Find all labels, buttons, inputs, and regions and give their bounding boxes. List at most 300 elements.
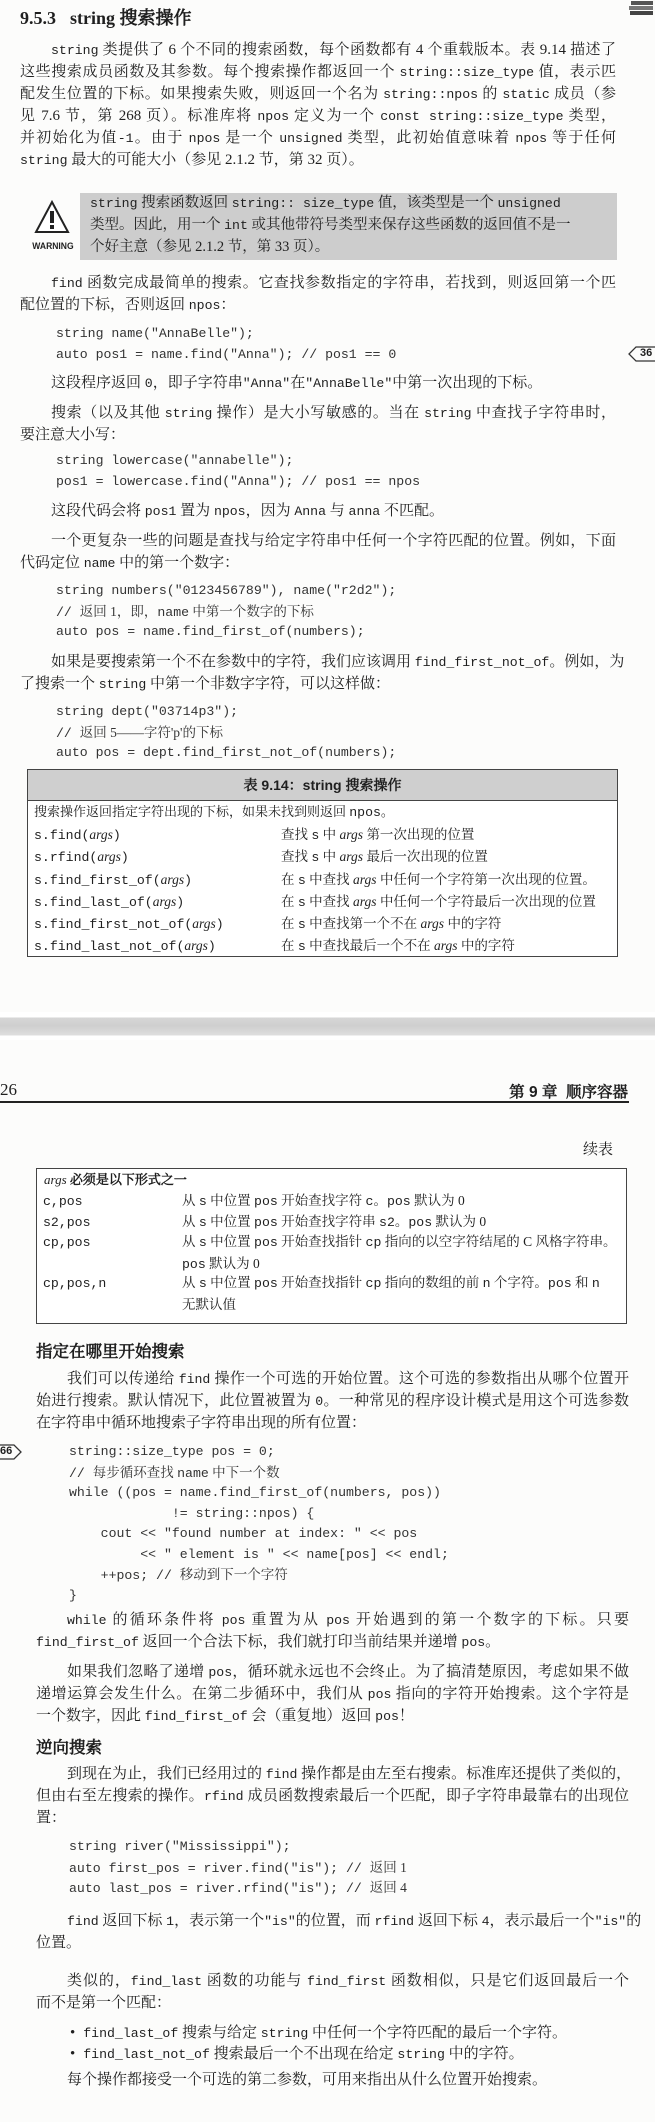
text-segment: 到现在为止，我们已经用过的 bbox=[67, 1766, 266, 1782]
inline-code: 0 bbox=[315, 1394, 324, 1409]
text-segment: 而不是第一个匹配： bbox=[36, 1995, 172, 2011]
text-segment: 从 bbox=[182, 1275, 199, 1291]
inline-code: pos bbox=[254, 1235, 278, 1251]
text-segment: ，表示最后一个 bbox=[489, 1913, 595, 1929]
text-segment: 。 bbox=[394, 1213, 409, 1229]
text-segment: 或其他带符号类型来保存这些函数的返回值不是一 bbox=[247, 217, 571, 233]
text-segment: } bbox=[69, 1587, 77, 1603]
text-segment: 搜索操作返回指定字符出现的下标，如果未找到则返回 bbox=[34, 804, 350, 819]
text-segment: 操作一个可选的开始位置。这个可选的参数指出从哪个位置开 bbox=[210, 1371, 629, 1387]
text-line bbox=[36, 1910, 642, 1932]
inline-code: find_first_of bbox=[36, 1635, 139, 1650]
description-cell bbox=[281, 846, 488, 868]
bullet-icon: • bbox=[70, 2045, 76, 2062]
inline-code: n bbox=[591, 1276, 600, 1292]
not-of-paragraph bbox=[20, 651, 625, 695]
text-line bbox=[20, 149, 616, 171]
inline-code: find_last_of bbox=[83, 2026, 179, 2041]
inline-code: find bbox=[51, 276, 83, 291]
table-row bbox=[28, 891, 617, 913]
section-number: 9.5.3 bbox=[20, 8, 56, 28]
table-body bbox=[37, 1190, 626, 1314]
subheading-start-position: 指定在哪里开始搜索 bbox=[36, 1343, 185, 1361]
inline-code: "is" bbox=[594, 1914, 627, 1929]
text-segment: 中查找子字符串时， bbox=[471, 405, 616, 421]
text-segment: 中任何一个字符最后一次出现的位置 bbox=[376, 893, 596, 909]
table-row bbox=[37, 1272, 626, 1313]
code-comment: 返回 4 bbox=[369, 1880, 407, 1895]
inline-code: ) bbox=[215, 917, 224, 933]
operation-cell bbox=[34, 824, 121, 847]
text-segment: 一个更复杂一些的问题是查找与给定字符串中任何一个字符匹配的位置。例如，下面 bbox=[51, 533, 616, 549]
table-body bbox=[28, 824, 617, 958]
inline-code: -1 bbox=[117, 131, 134, 146]
text-segment: 无默认值 bbox=[182, 1296, 236, 1312]
inline-code: n bbox=[482, 1276, 491, 1292]
bullet-icon: • bbox=[70, 2025, 76, 2041]
section-heading bbox=[20, 4, 192, 30]
operation-cell bbox=[34, 913, 224, 936]
inline-code: npos bbox=[188, 298, 221, 313]
code-comment: 返回 1，即， bbox=[79, 603, 158, 619]
text-line bbox=[90, 214, 610, 236]
description-cell bbox=[281, 869, 596, 891]
text-line bbox=[20, 552, 616, 574]
inline-code: find_first_not_of bbox=[414, 655, 550, 670]
text-segment: 返回下标 bbox=[98, 1913, 167, 1929]
operation-cell bbox=[34, 869, 192, 892]
text-segment: 了搜索一个 bbox=[20, 676, 99, 692]
text-segment: while ((pos = name.find_first_of(numbers, pos)) bbox=[69, 1485, 441, 1500]
operation-cell bbox=[43, 1272, 106, 1295]
text-segment: 值，该类型是一个 bbox=[374, 195, 498, 211]
text-segment: 是一个 bbox=[220, 130, 280, 146]
text-segment: 中任何一个字符匹配的最后一个字符。 bbox=[308, 2025, 567, 2041]
text-line bbox=[56, 602, 396, 623]
case-sensitive-paragraph bbox=[20, 402, 616, 446]
inline-code: name bbox=[83, 556, 116, 571]
text-line bbox=[36, 1390, 629, 1412]
text-line bbox=[182, 1211, 486, 1233]
inline-code: Anna bbox=[294, 504, 327, 519]
inline-code: pos bbox=[375, 1709, 399, 1724]
text-line bbox=[20, 424, 616, 446]
inline-code: ) bbox=[176, 894, 185, 910]
text-segment: 中查找最后一个不在 bbox=[305, 938, 435, 954]
italic-term: args bbox=[353, 871, 377, 887]
description-cell bbox=[281, 891, 596, 913]
inline-code: s.find( bbox=[34, 828, 90, 843]
text-segment: 操作都是由左至右搜索。标准库还提供了类似的， bbox=[297, 1766, 632, 1782]
inline-code: int bbox=[224, 218, 248, 233]
inline-code: rfind bbox=[203, 1789, 244, 1804]
margin-page-ref bbox=[0, 1444, 12, 1456]
inline-code: s bbox=[198, 1235, 207, 1251]
text-segment: 但由右至左搜索的操作。 bbox=[36, 1788, 204, 1804]
text-line bbox=[36, 2069, 629, 2091]
text-line bbox=[90, 192, 610, 214]
inline-code: pos bbox=[254, 1194, 278, 1209]
search-operations-table bbox=[27, 769, 618, 957]
inline-code: find bbox=[265, 1767, 298, 1782]
text-line bbox=[36, 1970, 629, 1992]
text-segment: 中 bbox=[319, 827, 340, 842]
italic-term: args bbox=[160, 871, 185, 887]
italic-term: args bbox=[339, 827, 364, 842]
inline-code: string:: size_type bbox=[231, 196, 375, 211]
text-segment: // bbox=[56, 725, 80, 741]
text-segment: string river("Mississippi"); bbox=[69, 1839, 291, 1854]
text-line bbox=[36, 1661, 629, 1683]
text-segment: 返回下标 bbox=[414, 1913, 482, 1929]
text-line bbox=[182, 1190, 465, 1212]
inline-code: find_first bbox=[307, 1974, 387, 1989]
inline-code: s.find_first_not_of( bbox=[34, 917, 193, 933]
text-segment: // bbox=[56, 604, 80, 620]
operation-cell bbox=[34, 891, 184, 914]
text-segment: 操作）是大小写敏感的。当在 bbox=[212, 405, 425, 421]
find-paragraph bbox=[20, 272, 616, 316]
inline-code: while bbox=[67, 1613, 107, 1628]
code-block-loop bbox=[69, 1442, 449, 1606]
list-item bbox=[70, 2023, 625, 2044]
inline-code: ) bbox=[120, 850, 129, 866]
text-line bbox=[56, 451, 420, 472]
text-line bbox=[69, 1545, 449, 1566]
inline-code: s bbox=[297, 917, 306, 933]
inline-code: string bbox=[164, 406, 213, 421]
text-line bbox=[281, 869, 596, 891]
forget-increment-paragraph bbox=[36, 1661, 629, 1727]
text-segment: 。由于 bbox=[133, 130, 189, 146]
text-segment: 每个操作都接受一个可选的第二参数，可用来指出从什么位置开始搜索。 bbox=[67, 2072, 548, 2088]
text-segment: 如果我们忽略了递增 bbox=[67, 1664, 209, 1680]
inline-code: anna bbox=[348, 504, 381, 519]
margin-ref-number: 36 bbox=[640, 347, 653, 359]
table-row bbox=[37, 1211, 626, 1232]
text-line bbox=[20, 530, 616, 552]
inline-code: cp bbox=[365, 1235, 382, 1251]
inline-code: find bbox=[67, 1914, 99, 1929]
inline-code: "AnnaBelle" bbox=[305, 376, 393, 391]
text-segment: 在 bbox=[290, 375, 306, 391]
text-line bbox=[56, 581, 396, 602]
text-segment: 类型， bbox=[563, 108, 616, 124]
text-segment: 始进行搜索。默认情况下，此位置被置为 bbox=[36, 1393, 316, 1409]
text-segment: 中的字符。 bbox=[444, 2045, 524, 2062]
table-title: 表 9.14：string 搜索操作 bbox=[28, 770, 617, 801]
inline-code: string bbox=[260, 2026, 309, 2041]
inline-code: find bbox=[178, 1372, 211, 1387]
table-continued-label: 续表 bbox=[582, 1141, 613, 1158]
text-segment: ，循环就永远也不会终止。为了搞清楚原因，考虑如果不做 bbox=[232, 1664, 629, 1680]
chapter-title: 第 9 章 顺序容器 bbox=[509, 1084, 628, 1101]
inline-code: pos bbox=[182, 1256, 206, 1272]
inline-code: string bbox=[90, 196, 138, 211]
text-segment: 的 bbox=[478, 86, 503, 102]
text-segment: ： bbox=[220, 297, 236, 313]
text-line bbox=[20, 272, 616, 294]
text-line bbox=[69, 1504, 449, 1525]
inline-code: npos bbox=[188, 131, 221, 146]
text-segment: 在 bbox=[281, 871, 298, 887]
inline-code: string bbox=[20, 153, 68, 168]
text-segment: 函数的功能与 bbox=[202, 1973, 308, 1989]
text-segment: 在字符串中循环地搜索子字符串出现的所有位置： bbox=[36, 1415, 367, 1431]
inline-code: s bbox=[198, 1276, 207, 1292]
margin-ref-number: 66 bbox=[0, 1445, 13, 1457]
text-line bbox=[36, 1807, 629, 1829]
text-segment: 中的第一个数字： bbox=[115, 555, 240, 571]
inline-code: s bbox=[311, 850, 320, 866]
inline-code: pos bbox=[326, 1613, 350, 1628]
inline-code: string bbox=[397, 2046, 445, 2062]
text-segment: ，表示第一个 bbox=[174, 1913, 265, 1929]
inline-code: "Anna" bbox=[242, 376, 291, 391]
italic-term: args bbox=[339, 849, 364, 865]
text-segment: 递增运算会发生什么。在第二步循环中，我们从 bbox=[36, 1686, 368, 1702]
text-segment: 指向的以空字符结尾的 C 风格字符串。 bbox=[381, 1234, 617, 1250]
italic-term: args bbox=[192, 916, 216, 932]
text-segment: 定义为一个 bbox=[289, 108, 381, 124]
text-segment: 等于任何 bbox=[547, 130, 616, 146]
list-item bbox=[70, 2044, 625, 2065]
table-row bbox=[28, 935, 617, 957]
text-line bbox=[281, 891, 596, 913]
text-segment: name bbox=[177, 1465, 209, 1481]
text-segment: 开始查找字符 bbox=[277, 1193, 366, 1208]
warning-box bbox=[80, 193, 617, 260]
page-number: 26 bbox=[0, 1080, 17, 1099]
text-segment: 中任何一个字符第一次出现的位置。 bbox=[376, 871, 596, 887]
inline-code: npos bbox=[257, 109, 290, 124]
code-comment: 移动到下一个字符 bbox=[179, 1567, 288, 1582]
text-line bbox=[56, 345, 396, 366]
code-comment: 返回 1 bbox=[369, 1859, 407, 1875]
text-line bbox=[90, 236, 610, 258]
inline-code: s bbox=[311, 828, 320, 843]
text-segment: 个好主意（参见 2.1.2 节，第 33 页）。 bbox=[90, 239, 330, 255]
inline-code: ) bbox=[207, 939, 216, 955]
text-segment: 中位置 bbox=[206, 1275, 255, 1291]
text-segment: auto pos1 = name.find("Anna"); // pos1 == 0 bbox=[56, 346, 397, 362]
text-line bbox=[56, 743, 396, 764]
text-segment: 配位置的下标，否则返回 bbox=[20, 297, 189, 313]
text-segment: 中的字符 bbox=[457, 938, 515, 954]
bold-text: 必须是以下形式之一 bbox=[66, 1172, 187, 1187]
text-line bbox=[182, 1231, 617, 1253]
text-segment: 如果是要搜索第一个不在参数中的字符，我们应该调用 bbox=[51, 654, 415, 670]
inline-code: pos bbox=[254, 1214, 278, 1230]
text-line bbox=[20, 651, 625, 673]
code-comment: 中下一个数 bbox=[208, 1464, 280, 1480]
text-segment: 与 bbox=[326, 503, 349, 519]
text-line bbox=[182, 1294, 600, 1316]
inline-code: cp,pos bbox=[43, 1235, 91, 1251]
text-segment: 。 bbox=[380, 804, 394, 819]
italic-term: args bbox=[152, 893, 177, 909]
subheading-reverse-search: 逆向搜索 bbox=[36, 1739, 102, 1757]
text-segment: 默认为 0 bbox=[410, 1193, 465, 1208]
text-segment: 最大的可能大小（参见 2.1.2 节，第 32 页）。 bbox=[67, 152, 364, 168]
text-line bbox=[281, 913, 501, 935]
italic-term: args bbox=[97, 849, 121, 865]
complex-paragraph bbox=[20, 530, 616, 574]
text-segment: 位置。 bbox=[36, 1935, 82, 1951]
inline-code: string::npos bbox=[383, 87, 479, 102]
text-line bbox=[56, 324, 396, 345]
table-row bbox=[28, 869, 617, 891]
text-segment: auto pos = dept.find_first_not_of(numbers); bbox=[56, 745, 397, 760]
text-segment: 中位置 bbox=[206, 1193, 255, 1208]
inline-code: 4 bbox=[481, 1914, 490, 1929]
text-segment: 查找 bbox=[281, 849, 312, 865]
inline-code: pos bbox=[221, 1613, 246, 1628]
text-line bbox=[20, 83, 616, 105]
italic-term: args bbox=[434, 938, 458, 954]
operation-cell bbox=[34, 846, 129, 869]
inline-code: "is" bbox=[264, 1914, 296, 1929]
text-segment: 。例如，为 bbox=[549, 654, 625, 670]
text-segment: 搜索（以及其他 bbox=[51, 405, 165, 421]
text-segment: 在 bbox=[281, 938, 298, 954]
text-segment: ，即子字符串 bbox=[152, 375, 243, 391]
page-separator bbox=[0, 1012, 655, 1040]
text-segment: 类提供了 6 个不同的搜索函数，每个函数都有 4 个重载版本。表 9.14 描述了 bbox=[98, 42, 616, 58]
description-cell bbox=[281, 824, 474, 846]
text-segment: 和 bbox=[571, 1275, 592, 1291]
code-block-rfind bbox=[69, 1837, 407, 1899]
last-paragraph bbox=[36, 2069, 629, 2091]
text-segment: 要注意大小写： bbox=[20, 427, 126, 443]
inline-code: 0 bbox=[144, 376, 153, 391]
inline-code: s bbox=[198, 1194, 207, 1209]
text-segment: ++pos; // bbox=[69, 1568, 180, 1583]
inline-code: s bbox=[198, 1214, 207, 1230]
text-segment: 重置为从 bbox=[245, 1612, 327, 1628]
text-segment: string::size_type pos = 0; bbox=[69, 1444, 275, 1459]
inline-code: rfind bbox=[374, 1914, 415, 1929]
text-segment: 中第一次出现的下标。 bbox=[392, 375, 543, 391]
text-segment: 代码定位 bbox=[20, 555, 84, 571]
text-segment: 。 bbox=[373, 1193, 387, 1208]
inline-code: pos bbox=[208, 1665, 233, 1680]
text-segment: != string::npos) { bbox=[69, 1505, 315, 1521]
table-row bbox=[28, 846, 617, 868]
text-line bbox=[36, 1785, 629, 1807]
warning-label: WARNING bbox=[32, 241, 74, 252]
header-rule bbox=[0, 1101, 629, 1103]
inline-code: s.find_first_of( bbox=[34, 872, 161, 888]
text-segment: 函数相似，只是它们返回最后一个 bbox=[386, 1973, 629, 1989]
code-comment: 中第一个数字的下标 bbox=[189, 603, 314, 619]
text-segment: 中位置 bbox=[206, 1213, 255, 1229]
text-line bbox=[56, 723, 396, 744]
table-note bbox=[28, 801, 617, 824]
while-paragraph bbox=[36, 1609, 629, 1653]
code-comment: 每步循环查找 bbox=[92, 1464, 178, 1480]
inline-code: find_last bbox=[130, 1974, 202, 1989]
text-segment: auto pos = name.find_first_of(numbers); bbox=[56, 624, 365, 639]
text-segment: 搜索函数返回 bbox=[137, 195, 232, 211]
text-segment: 的循环条件将 bbox=[106, 1612, 222, 1628]
text-line bbox=[281, 824, 474, 846]
text-segment: 默认为 0 bbox=[205, 1255, 260, 1271]
intro-paragraph bbox=[20, 39, 616, 171]
inline-code: string bbox=[51, 43, 99, 58]
book-stack-icon bbox=[628, 0, 655, 16]
text-segment: 从 bbox=[182, 1193, 199, 1208]
operation-cell bbox=[43, 1190, 83, 1213]
section-title: string 搜索操作 bbox=[70, 8, 192, 28]
inline-code: pos bbox=[386, 1194, 411, 1209]
text-segment: 类型。因此，用一个 bbox=[90, 217, 225, 233]
table-row bbox=[37, 1231, 626, 1272]
text-line bbox=[20, 294, 616, 316]
text-line bbox=[36, 1631, 629, 1653]
inline-code: npos bbox=[349, 805, 381, 820]
description-cell bbox=[182, 1211, 486, 1233]
text-segment: string numbers("0123456789"), name("r2d2"); bbox=[56, 583, 397, 598]
text-segment: 会（重复地）返回 bbox=[247, 1708, 376, 1724]
text-line bbox=[69, 1483, 449, 1504]
text-segment: 中查找 bbox=[305, 871, 354, 887]
inline-code: s.rfind( bbox=[34, 850, 98, 866]
text-segment: 置： bbox=[36, 1810, 67, 1826]
text-segment: 查找 bbox=[281, 827, 312, 842]
inline-code: c,pos bbox=[43, 1194, 83, 1209]
text-segment: 第一次出现的位置 bbox=[363, 827, 475, 842]
text-line bbox=[20, 673, 616, 695]
inline-code: npos bbox=[515, 131, 548, 146]
text-line bbox=[69, 1442, 449, 1463]
text-line bbox=[36, 1763, 632, 1785]
text-segment: cout << "found number at index: " << pos bbox=[69, 1526, 418, 1541]
inline-code: pos1 bbox=[144, 504, 177, 519]
inline-code: pos bbox=[408, 1214, 433, 1230]
inline-code: ) bbox=[112, 828, 121, 843]
text-segment: 成员（参 bbox=[549, 86, 616, 102]
description-cell bbox=[182, 1190, 465, 1212]
inline-code: unsigned bbox=[279, 131, 343, 146]
text-segment: 不匹配。 bbox=[380, 503, 444, 519]
text-line bbox=[36, 1368, 629, 1390]
inline-code: pos bbox=[254, 1276, 278, 1292]
margin-page-ref bbox=[628, 346, 653, 359]
text-segment: 类似的， bbox=[67, 1973, 131, 1989]
inline-code: string bbox=[424, 406, 472, 421]
italic-term: args bbox=[420, 916, 445, 932]
text-segment: 的位置，而 bbox=[295, 1913, 375, 1929]
text-segment: 开始遇到的第一个数字的下标。只要 bbox=[349, 1612, 629, 1628]
inline-code: s2,pos bbox=[43, 1214, 91, 1230]
text-segment: ！ bbox=[398, 1708, 414, 1724]
code-block-find bbox=[56, 324, 396, 365]
text-segment: string name("AnnaBelle"); bbox=[56, 326, 254, 341]
italic-term: args bbox=[184, 938, 208, 954]
text-segment: << " element is " << name[pos] << endl; bbox=[69, 1546, 449, 1562]
inline-code: s bbox=[297, 894, 306, 910]
code-block-find-first-not-of bbox=[56, 702, 396, 764]
text-line bbox=[56, 472, 420, 493]
table-row bbox=[37, 1190, 626, 1211]
text-segment: 并初始化为值 bbox=[20, 130, 118, 146]
text-line bbox=[281, 935, 515, 957]
text-segment: ，因为 bbox=[245, 503, 295, 519]
text-segment: 中查找第一个不在 bbox=[305, 916, 421, 932]
text-segment: name bbox=[157, 604, 190, 620]
text-line bbox=[36, 1932, 629, 1954]
